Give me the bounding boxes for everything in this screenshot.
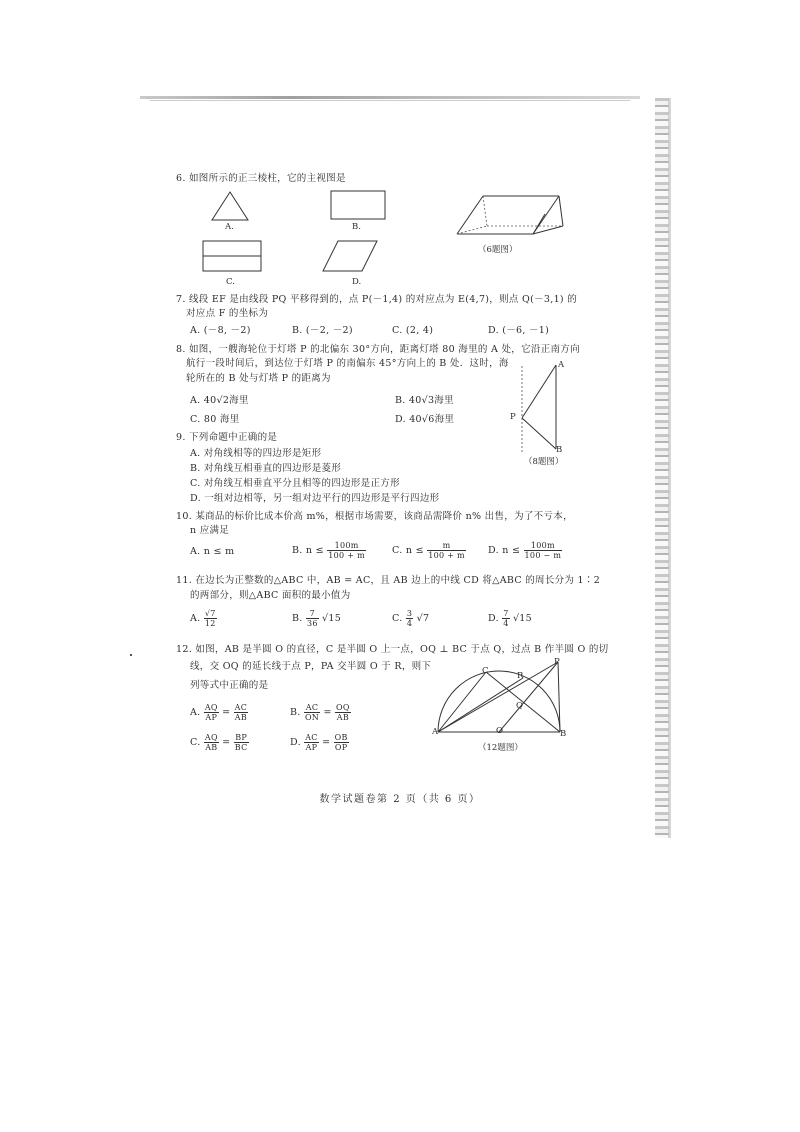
q11-option-c-denominator: 4	[406, 619, 413, 628]
q8-option-b: B. 40√3海里	[395, 395, 454, 406]
q10-option-d-fraction	[524, 541, 563, 560]
q7-option-a: A. (－8, －2)	[190, 325, 251, 336]
q11-option-c-radical: √7	[416, 613, 430, 624]
q12-option-a-equals: =	[222, 707, 231, 718]
q12-option-a-prefix: A.	[190, 707, 201, 718]
q12-option-d-right-numerator: OB	[334, 733, 348, 742]
q10-option-b-fraction	[327, 541, 366, 560]
q12-option-d	[290, 733, 349, 752]
q11-option-c-fraction	[406, 609, 413, 628]
q10-option-c	[392, 541, 466, 560]
q10-option-c-numerator: m	[427, 541, 466, 551]
scan-edge-right-line	[668, 98, 671, 838]
q12-label-b: B	[560, 729, 567, 739]
q11-option-a	[190, 609, 217, 628]
q11-option-b-fraction	[306, 609, 319, 628]
q12-option-a-right-fraction	[234, 703, 249, 722]
q11-option-b	[292, 609, 341, 628]
q8-option-d: D. 40√6海里	[395, 414, 455, 425]
q12-option-c-equals: =	[222, 737, 231, 748]
q8-label-p: P	[510, 412, 516, 422]
q12-option-a-left-denominator: AP	[205, 713, 218, 722]
q8-option-a: A. 40√2海里	[190, 395, 249, 406]
q12-option-c-prefix: C.	[190, 737, 201, 748]
q9-option-a: A. 对角线相等的四边形是矩形	[190, 448, 322, 459]
scan-edge-top-line	[150, 100, 630, 101]
q9-stem: 9. 下列命题中正确的是	[176, 432, 278, 443]
q11-line2: 的两部分，则△ABC 面积的最小值为	[190, 590, 351, 601]
q12-option-b-left-fraction	[304, 703, 320, 722]
q11-option-a-fraction	[204, 609, 217, 628]
q12-option-d-left-fraction	[304, 733, 319, 752]
q8-option-c: C. 80 海里	[190, 414, 240, 425]
q12-option-c-left-fraction	[204, 733, 219, 752]
scan-speck	[130, 654, 132, 656]
q10-option-d-prefix: D. n ≤	[488, 545, 521, 556]
q12-label-c: C	[482, 666, 489, 676]
q12-label-q: Q	[516, 701, 523, 711]
q11-option-b-numerator: 7	[306, 609, 319, 619]
q8-figure-caption: （8题图）	[524, 457, 564, 467]
q12-option-a-right-numerator: AC	[234, 703, 248, 712]
q10-option-c-prefix: C. n ≤	[392, 545, 424, 556]
q6-option-b-rectangle	[330, 190, 386, 220]
q12-label-p: P	[554, 657, 560, 667]
q11-option-a-numerator: √7	[204, 609, 216, 618]
q12-option-c-left-denominator: AB	[205, 743, 218, 752]
q10-option-a: A. n ≤ m	[190, 546, 235, 557]
q11-option-d-fraction	[502, 609, 509, 628]
q12-option-b-left-denominator: ON	[304, 713, 320, 722]
q8-line2: 航行一段时间后，到达位于灯塔 P 的南偏东 45°方向上的 B 处．这时，海	[186, 358, 509, 369]
q10-option-b-prefix: B. n ≤	[292, 545, 324, 556]
q7-option-c: C. (2, 4)	[392, 325, 434, 336]
q7-line2: 对应点 F 的坐标为	[186, 308, 269, 319]
q6-figure-caption: （6题图）	[478, 245, 518, 255]
q12-label-o: O	[496, 726, 503, 736]
q12-option-b-equals: =	[323, 707, 332, 718]
q12-option-c-left-numerator: AQ	[204, 733, 218, 742]
q12-option-b-left-numerator: AC	[305, 703, 319, 712]
q6-option-b-label: B.	[352, 222, 361, 232]
q12-option-c-right-numerator: BP	[235, 733, 248, 742]
q12-option-a-right-denominator: AB	[234, 713, 248, 722]
q10-option-d-numerator: 100m	[524, 541, 563, 551]
q10-line2: n 应满足	[190, 525, 230, 536]
q12-option-c	[190, 733, 249, 752]
q12-option-d-left-numerator: AC	[305, 733, 318, 742]
q12-option-d-equals: =	[322, 737, 331, 748]
q10-option-c-denominator: 100 + m	[428, 551, 465, 560]
q7-line1: 7. 线段 EF 是由线段 PQ 平移得到的，点 P(－1,4) 的对应点为 E(4,7)，则点 Q(－3,1) 的	[176, 294, 578, 305]
q12-option-c-right-denominator: BC	[234, 743, 248, 752]
q10-option-b	[292, 541, 366, 560]
q11-option-b-radical: √15	[322, 613, 342, 624]
q9-option-c: C. 对角线互相垂直平分且相等的四边形是正方形	[190, 478, 400, 489]
q11-option-b-prefix: B.	[292, 613, 303, 624]
q12-option-c-right-fraction	[234, 733, 249, 752]
page-footer: 数学试题卷第 2 页（共 6 页）	[319, 794, 481, 805]
q12-option-d-right-denominator: OP	[334, 743, 348, 752]
q12-option-a-left-numerator: AQ	[204, 703, 218, 712]
q12-line1: 12. 如图，AB 是半圆 O 的直径，C 是半圆 O 上一点，OQ ⊥ BC 于点 Q，过点 B 作半圆 O 的切	[176, 644, 609, 655]
q11-option-c-prefix: C.	[392, 613, 403, 624]
q12-line2: 线，交 OQ 的延长线于点 P，PA 交半圆 O 于 R，则下	[190, 661, 432, 672]
q10-option-d	[488, 541, 562, 560]
q10-option-c-fraction	[427, 541, 466, 560]
q11-option-a-prefix: A.	[190, 613, 201, 624]
q11-option-b-denominator: 36	[306, 619, 318, 628]
q12-option-b-right-denominator: AB	[336, 713, 350, 722]
q11-option-d-radical: √15	[512, 613, 532, 624]
q12-option-d-prefix: D.	[290, 737, 301, 748]
q12-option-b-prefix: B.	[290, 707, 301, 718]
q9-option-d: D. 一组对边相等，另一组对边平行的四边形是平行四边形	[190, 493, 440, 504]
q10-option-d-denominator: 100 − m	[524, 551, 562, 560]
q6-stem: 6. 如图所示的正三棱柱，它的主视图是	[176, 173, 346, 184]
q8-line3: 轮所在的 B 处与灯塔 P 的距离为	[186, 373, 331, 384]
q11-option-d	[488, 609, 532, 628]
q7-option-b: B. (－2, －2)	[292, 325, 353, 336]
scan-edge-top	[140, 96, 640, 99]
q12-line3: 列等式中正确的是	[190, 680, 269, 691]
q6-prism-figure	[455, 190, 565, 242]
q9-option-b: B. 对角线互相垂直的四边形是菱形	[190, 463, 342, 474]
q12-option-d-right-fraction	[334, 733, 349, 752]
q11-option-c-numerator: 3	[406, 609, 413, 618]
q10-line1: 10. 某商品的标价比成本价高 m%，根据市场需要，该商品需降价 n% 出售，为了不亏本，	[176, 511, 573, 522]
q11-option-d-numerator: 7	[503, 609, 509, 618]
q6-option-d-parallelogram	[322, 240, 378, 272]
q6-option-a-triangle	[210, 190, 250, 222]
q11-option-d-denominator: 4	[503, 619, 509, 628]
q6-option-d-label: D.	[352, 277, 362, 287]
q12-option-a-left-fraction	[204, 703, 219, 722]
scan-edge-right	[655, 98, 669, 838]
q8-line1: 8. 如图，一艘海轮位于灯塔 P 的北偏东 30°方向，距离灯塔 80 海里的 A 处，它沿正南方向	[176, 344, 580, 355]
q12-option-b-right-fraction	[335, 703, 351, 722]
q6-option-c-label: C.	[226, 277, 235, 287]
q11-line1: 11. 在边长为正整数的△ABC 中，AB = AC，且 AB 边上的中线 CD 将△ABC 的周长分为 1∶2	[176, 575, 601, 586]
q8-label-b: B	[556, 445, 563, 455]
q6-option-a-label: A.	[225, 222, 234, 232]
q6-option-c-rectangle	[202, 240, 262, 272]
q11-option-d-prefix: D.	[488, 613, 499, 624]
q12-label-r: R	[517, 671, 524, 681]
q12-option-b-right-numerator: OQ	[336, 703, 350, 712]
q8-label-a: A	[558, 360, 565, 370]
q7-option-d: D. (－6, －1)	[488, 325, 550, 336]
q12-label-a: A	[432, 727, 439, 737]
q12-option-b	[290, 703, 351, 722]
q10-option-b-denominator: 100 + m	[328, 551, 365, 560]
q12-option-a	[190, 703, 248, 722]
q11-option-a-denominator: 12	[204, 619, 216, 628]
q12-figure-caption: （12题图）	[478, 743, 523, 753]
q12-option-d-left-denominator: AP	[305, 743, 318, 752]
q10-option-b-numerator: 100m	[327, 541, 366, 551]
q11-option-c	[392, 609, 429, 628]
